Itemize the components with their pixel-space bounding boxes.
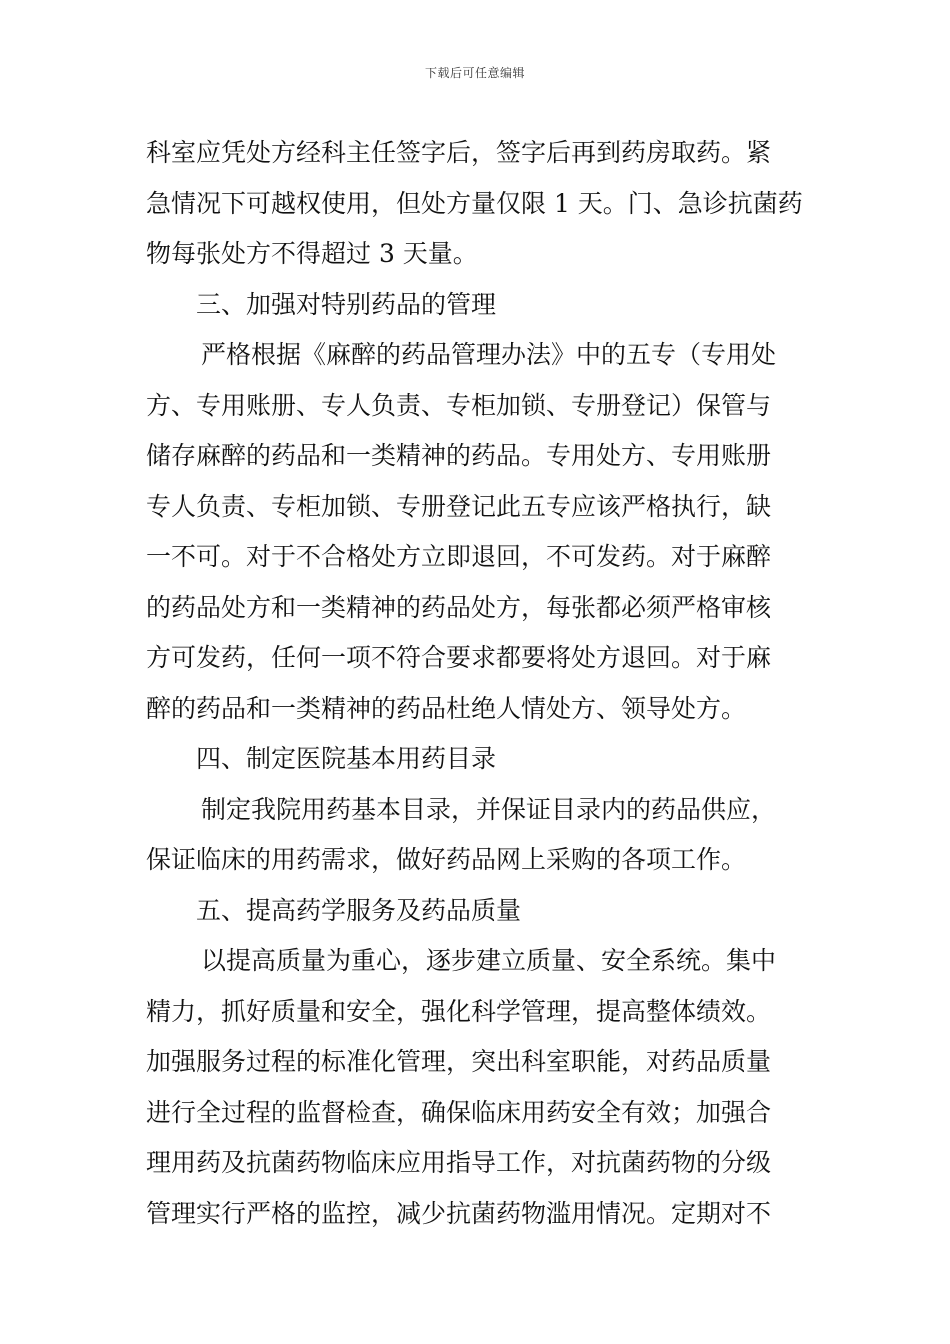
text-line: 加强服务过程的标准化管理，突出科室职能，对药品质量 [146,1047,772,1076]
text-line: 严格根据《麻醉的药品管理办法》中的五专（专用处 [201,340,777,369]
text-line: 储存麻醉的药品和一类精神的药品。专用处方、专用账册 [146,441,772,470]
text-line: 保证临床的用药需求，做好药品网上采购的各项工作。 [146,845,747,874]
text-line: 方、专用账册、专人负责、专柜加锁、专册登记）保管与 [146,390,772,420]
text-line: 管理实行严格的监控，减少抗菌药物滥用情况。定期对不 [146,1198,772,1228]
text-line: 醉的药品和一类精神的药品杜绝人情处方、领导处方。 [146,693,747,723]
document-body [146,128,806,1239]
section-heading: 四、制定医院基本用药目录 [196,744,497,773]
text-line: 以提高质量为重心，逐步建立质量、安全系统。集中 [201,946,777,975]
text-line: 物每张处方不得超过 3 天量。 [146,239,478,268]
section-heading: 三、加强对特别药品的管理 [196,289,497,319]
text-line: 一不可。对于不合格处方立即退回，不可发药。对于麻醉 [146,542,772,571]
text-line: 方可发药，任何一项不符合要求都要将处方退回。对于麻 [146,643,772,672]
text-line: 进行全过程的监督检查，确保临床用药安全有效；加强合 [146,1097,772,1127]
text-line: 专人负责、专柜加锁、专册登记此五专应该严格执行，缺 [146,491,772,521]
text-line: 制定我院用药基本目录，并保证目录内的药品供应， [201,794,777,824]
text-line: 精力，抓好质量和安全，强化科学管理，提高整体绩效。 [146,996,772,1026]
page-header: 下载后可任意编辑 [424,66,525,80]
text-line: 科室应凭处方经科主任签字后，签字后再到药房取药。紧 [146,138,772,167]
text-line: 理用药及抗菌药物临床应用指导工作，对抗菌药物的分级 [146,1148,772,1177]
section-heading: 五、提高药学服务及药品质量 [196,895,522,925]
text-line: 的药品处方和一类精神的药品处方，每张都必须严格审核 [146,592,772,622]
text-line: 急情况下可越权使用，但处方量仅限 1 天。门、急诊抗菌药 [146,188,803,218]
